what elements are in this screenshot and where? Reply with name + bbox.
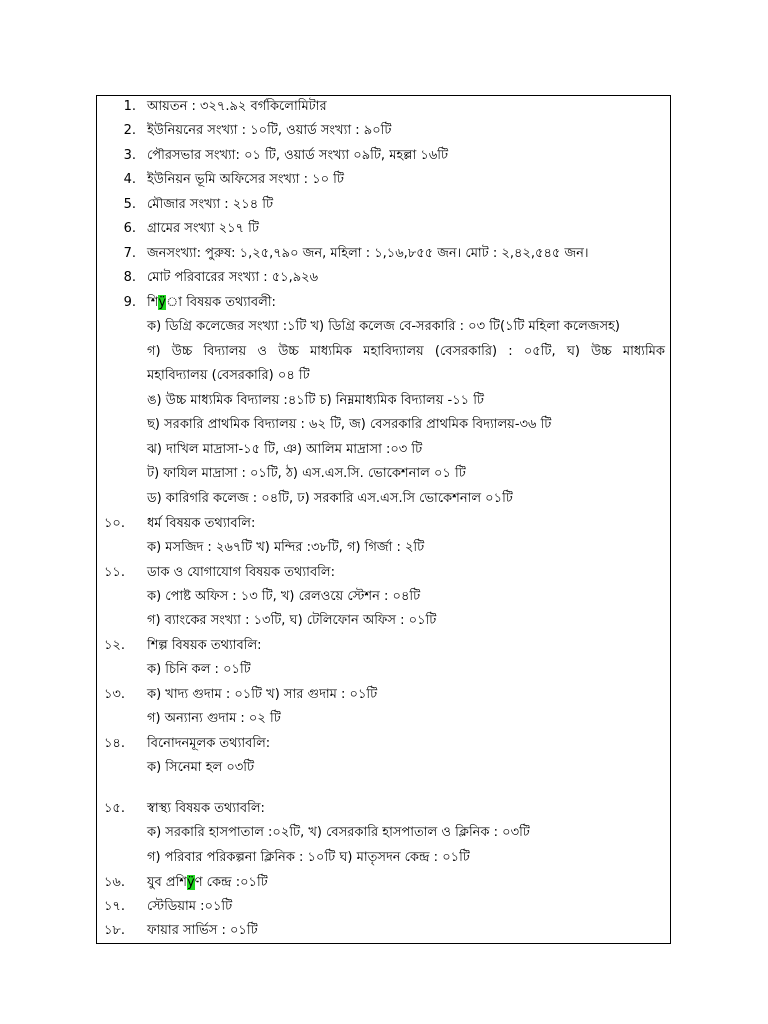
education-line: মহাবিদ্যালয় (বেসরকারি) ০৪ টি	[147, 368, 310, 383]
title-suffix: ণ কেন্দ্র :০১টি	[194, 875, 268, 890]
section-line: গ) অন্যান্য গুদাম : ০২ টি	[147, 711, 281, 726]
education-line: ড) কারিগরি কলেজ : ০৪টি, ঢ) সরকারি এস.এস.সি ভোকেশনাল ০১টি	[147, 491, 513, 506]
section-number: ১১.	[104, 565, 126, 580]
item-text: ইউনিয়নের সংখ্যা : ১০টি, ওয়ার্ড সংখ্যা : ৯০টি	[147, 123, 392, 138]
item-number: 7.	[123, 246, 136, 261]
item-number: 6.	[123, 221, 136, 236]
item-text: মোট পরিবারের সংখ্যা : ৫১,৯২৬	[147, 270, 319, 285]
section-title: স্টেডিয়াম :০১টি	[147, 899, 233, 914]
section-title: ক) খাদ্য গুদাম : ০১টি খ) সার গুদাম : ০১টি	[147, 687, 378, 702]
section-title: শিল্প বিষয়ক তথ্যাবলি:	[147, 638, 262, 653]
education-line: ছ) সরকারি প্রাথমিক বিদ্যালয় : ৬২ টি, জ) বেসরকারি প্রাথমিক বিদ্যালয়-৩৬ টি	[147, 417, 552, 432]
item-text: মৌজার সংখ্যা : ২১৪ টি	[147, 197, 274, 212]
item-number: 9.	[123, 295, 136, 310]
section-title: ফায়ার সার্ভিস : ০১টি	[147, 923, 258, 938]
section-number: ১০.	[104, 516, 126, 531]
education-line: ঙ) উচ্চ মাধ্যমিক বিদ্যালয় :৪১টি চ) নিম্নমাধ্যমিক বিদ্যালয় -১১ টি	[147, 393, 485, 408]
education-line: ঝ) দাখিল মাদ্রাসা-১৫ টি, ঞ) আলিম মাদ্রাসা :০৩ টি	[147, 442, 423, 457]
education-line: ট) ফাযিল মাদ্রাসা : ০১টি, ঠ) এস.এস.সি. ভোকেশনাল ০১ টি	[147, 466, 466, 481]
section-title: ধর্ম বিষয়ক তথ্যাবলি:	[147, 516, 256, 531]
section-title: ডাক ও যোগাযোগ বিষয়ক তথ্যাবলি:	[147, 565, 335, 580]
item-number: 3.	[123, 148, 136, 163]
section-line: ক) মসজিদ : ২৬৭টি খ) মন্দির :৩৮টি, গ) গির্জা : ২টি	[147, 540, 425, 555]
item-number: 2.	[123, 123, 136, 138]
education-line: গ) উচ্চ বিদ্যালয় ও উচ্চ মাধ্যমিক মহাবিদ্যালয় (বেসরকারি) : ০৫টি, ঘ) উচ্চ মাধ্যমিক	[147, 344, 665, 359]
item-number: 1.	[123, 99, 136, 114]
highlighted-glyph: ÿ	[186, 875, 195, 890]
item-text: ইউনিয়ন ভূমি অফিসের সংখ্যা : ১০ টি	[147, 172, 344, 187]
education-line: ক) ডিগ্রি কলেজের সংখ্যা :১টি খ) ডিগ্রি কলেজ বে-সরকারি : ০৩ টি(১টি মহিলা কলেজসহ)	[147, 319, 620, 334]
title-prefix: যুব প্রশি	[147, 875, 187, 890]
section-number: ১২.	[104, 638, 126, 653]
highlighted-glyph: ÿ	[158, 295, 167, 310]
section-number: ১৭.	[104, 899, 126, 914]
section-title: বিনোদনমূলক তথ্যাবলি:	[147, 736, 271, 751]
education-heading	[147, 294, 276, 312]
item-number: 8.	[123, 270, 136, 285]
section-line: গ) পরিবার পরিকল্পনা ক্লিনিক : ১০টি ঘ) মাতৃসদন কেন্দ্র : ০১টি	[147, 850, 470, 865]
item-number: 4.	[123, 172, 136, 187]
item-text: আয়তন : ৩২৭.৯২ বর্গকিলোমিটার	[147, 99, 327, 114]
item-text: পৌরসভার সংখ্যা: ০১ টি, ওয়ার্ড সংখ্যা ০৯টি, মহল্লা ১৬টি	[147, 148, 449, 163]
section-number: ১৬.	[104, 875, 126, 890]
heading-suffix: া বিষয়ক তথ্যাবলী:	[166, 295, 276, 310]
section-number: ১৫.	[104, 801, 126, 816]
section-line: ক) সরকারি হাসপাতাল :০২টি, খ) বেসরকারি হাসপাতাল ও ক্লিনিক : ০৩টি	[147, 825, 530, 840]
section-number: ১৩.	[104, 687, 126, 702]
item-text: গ্রামের সংখ্যা ২১৭ টি	[147, 221, 259, 236]
heading-prefix: শি	[147, 295, 159, 310]
section-title: স্বাস্থ্য বিষয়ক তথ্যাবলি:	[147, 801, 265, 816]
section-line: গ) ব্যাংকের সংখ্যা : ১৩টি, ঘ) টেলিফোন অফিস : ০১টি	[147, 613, 437, 628]
section-line: ক) চিনি কল : ০১টি	[147, 662, 251, 677]
section-number: ১৮.	[104, 923, 126, 938]
section-line: ক) সিনেমা হল ০৩টি	[147, 760, 255, 775]
item-text: জনসংখ্যা: পুরুষ: ১,২৫,৭৯০ জন, মহিলা : ১,১৬,৮৫৫ জন। মোট : ২,৪২,৫৪৫ জন।	[147, 246, 589, 261]
item-number: 5.	[123, 197, 136, 212]
section-title	[147, 874, 268, 892]
section-line: ক) পোষ্ট অফিস : ১৩ টি, খ) রেলওয়ে স্টেশন : ০৪টি	[147, 589, 421, 604]
section-number: ১৪.	[104, 736, 126, 751]
